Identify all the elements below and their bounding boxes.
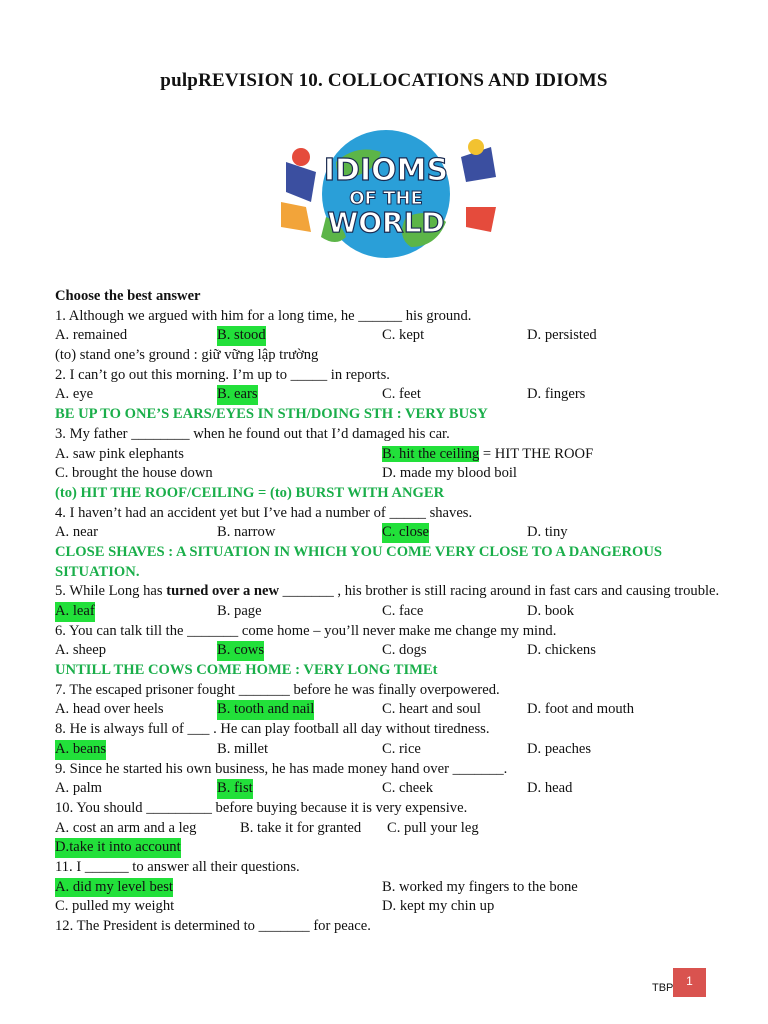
note-2: BE UP TO ONE’S EARS/EYES IN STH/DOING STH : VERY BUSY bbox=[55, 406, 488, 423]
option-4b[interactable]: B. narrow bbox=[217, 524, 276, 541]
question-1: 1. Although we argued with him for a long time, he ______ his ground. bbox=[55, 307, 472, 324]
option-7b[interactable]: B. tooth and nail bbox=[217, 700, 314, 720]
option-3d[interactable]: D. made my blood boil bbox=[382, 465, 517, 482]
option-1b[interactable]: B. stood bbox=[217, 326, 266, 346]
option-4d[interactable]: D. tiny bbox=[527, 524, 568, 541]
options-11-row2 bbox=[55, 897, 745, 917]
option-2b[interactable]: B. ears bbox=[217, 385, 258, 405]
option-10b[interactable]: B. take it for granted bbox=[240, 819, 362, 836]
options-2 bbox=[55, 385, 745, 405]
question-4: 4. I haven’t had an accident yet but I’ve had a number of _____ shaves. bbox=[55, 504, 473, 521]
logo-line-2: OF THE bbox=[349, 188, 423, 209]
options-11-row1 bbox=[55, 878, 745, 898]
option-2d[interactable]: D. fingers bbox=[527, 386, 586, 403]
option-9b[interactable]: B. fist bbox=[217, 779, 253, 799]
logo-line-3: WORLD bbox=[327, 206, 445, 239]
note-6: UNTILL THE COWS COME HOME : VERY LONG TIMEt bbox=[55, 662, 438, 679]
option-1d[interactable]: D. persisted bbox=[527, 327, 597, 344]
option-2c[interactable]: C. feet bbox=[382, 386, 421, 403]
option-6b[interactable]: B. cows bbox=[217, 641, 264, 661]
option-5c[interactable]: C. face bbox=[382, 603, 424, 620]
option-10c[interactable]: C. pull your leg bbox=[387, 819, 479, 836]
option-5b[interactable]: B. page bbox=[217, 603, 262, 620]
logo-line-1: IDIOMS bbox=[323, 153, 449, 188]
option-8d[interactable]: D. peaches bbox=[527, 740, 592, 757]
option-8b[interactable]: B. millet bbox=[217, 740, 269, 757]
note-4: CLOSE SHAVES : A SITUATION IN WHICH YOU COME VERY CLOSE TO A DANGEROUS SITUATION. bbox=[55, 543, 663, 580]
option-11c[interactable]: C. pulled my weight bbox=[55, 898, 175, 915]
question-5-post: _______ , his brother is still racing around in fast cars and causing trouble. bbox=[279, 583, 720, 600]
option-6a[interactable]: A. sheep bbox=[55, 642, 107, 659]
option-11a[interactable]: A. did my level best bbox=[55, 878, 173, 898]
option-9a[interactable]: A. palm bbox=[55, 780, 103, 797]
option-3a[interactable]: A. saw pink elephants bbox=[55, 445, 184, 462]
option-3c[interactable]: C. brought the house down bbox=[55, 465, 213, 482]
option-8a[interactable]: A. beans bbox=[55, 740, 106, 760]
option-9c[interactable]: C. cheek bbox=[382, 780, 434, 797]
question-3: 3. My father ________ when he found out that I’d damaged his car. bbox=[55, 425, 450, 442]
option-3b-suffix: = HIT THE ROOF bbox=[479, 445, 594, 462]
option-7a[interactable]: A. head over heels bbox=[55, 701, 164, 718]
option-8c[interactable]: C. rice bbox=[382, 740, 421, 757]
question-5 bbox=[55, 582, 745, 602]
options-3-row1 bbox=[55, 445, 745, 465]
options-3-row2 bbox=[55, 464, 745, 484]
question-2: 2. I can’t go out this morning. I’m up to _____ in reports. bbox=[55, 366, 390, 383]
option-3b-wrap bbox=[382, 445, 593, 465]
instruction: Choose the best answer bbox=[55, 288, 201, 304]
question-11: 11. I ______ to answer all their questions. bbox=[55, 858, 300, 875]
option-11d[interactable]: D. kept my chin up bbox=[382, 898, 495, 915]
question-6: 6. You can talk till the _______ come home – you’ll never make me change my mind. bbox=[55, 622, 557, 639]
page-title: pulpREVISION 10. COLLOCATIONS AND IDIOMS bbox=[160, 70, 608, 91]
option-2a[interactable]: A. eye bbox=[55, 386, 94, 403]
option-10a[interactable]: A. cost an arm and a leg bbox=[55, 819, 197, 836]
question-12: 12. The President is determined to _______ for peace. bbox=[55, 918, 371, 935]
option-10d[interactable]: D.take it into account bbox=[55, 838, 181, 858]
question-5-pre: 5. While Long has bbox=[55, 583, 167, 600]
idioms-of-the-world-logo bbox=[266, 122, 506, 262]
options-10-row1 bbox=[55, 819, 745, 839]
question-9: 9. Since he started his own business, he has made money hand over _______. bbox=[55, 760, 508, 777]
question-5-bold: turned over a new bbox=[166, 583, 280, 600]
options-7 bbox=[55, 700, 745, 720]
options-8 bbox=[55, 740, 745, 760]
option-1a[interactable]: A. remained bbox=[55, 327, 128, 344]
option-6d[interactable]: D. chickens bbox=[527, 642, 596, 659]
question-10: 10. You should _________ before buying because it is very expensive. bbox=[55, 799, 468, 816]
note-3: (to) HIT THE ROOF/CEILING = (to) BURST WITH ANGER bbox=[55, 484, 445, 501]
option-6c[interactable]: C. dogs bbox=[382, 642, 427, 659]
options-9 bbox=[55, 779, 745, 799]
option-9d[interactable]: D. head bbox=[527, 780, 573, 797]
page-number-badge: 1 bbox=[673, 968, 706, 997]
note-1: (to) stand one’s ground : giữ vững lập trường bbox=[55, 347, 319, 364]
options-6 bbox=[55, 641, 745, 661]
option-7c[interactable]: C. heart and soul bbox=[382, 701, 481, 718]
footer-label: TBP bbox=[652, 982, 674, 994]
question-8: 8. He is always full of ___ . He can play football all day without tiredness. bbox=[55, 721, 490, 738]
option-7d[interactable]: D. foot and mouth bbox=[527, 701, 635, 718]
option-3b[interactable]: B. hit the ceiling bbox=[382, 445, 480, 462]
options-5 bbox=[55, 602, 745, 622]
option-4c[interactable]: C. close bbox=[382, 523, 429, 543]
options-4 bbox=[55, 523, 745, 543]
question-list bbox=[55, 287, 745, 937]
options-1 bbox=[55, 326, 745, 346]
option-5d[interactable]: D. book bbox=[527, 603, 575, 620]
options-10-row2 bbox=[55, 838, 745, 858]
option-5a[interactable]: A. leaf bbox=[55, 602, 95, 622]
option-1c[interactable]: C. kept bbox=[382, 327, 425, 344]
option-4a[interactable]: A. near bbox=[55, 524, 98, 541]
option-11b[interactable]: B. worked my fingers to the bone bbox=[382, 878, 578, 895]
question-7: 7. The escaped prisoner fought _______ before he was finally overpowered. bbox=[55, 681, 500, 698]
